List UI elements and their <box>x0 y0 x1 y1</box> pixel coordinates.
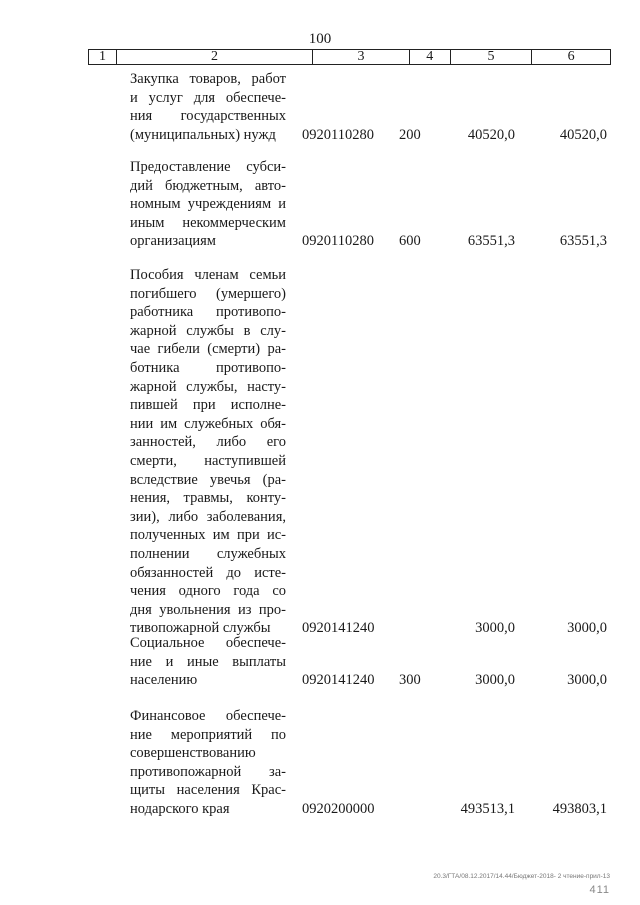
row-description-line: ние мероприятий по <box>130 726 286 743</box>
row-description-line: чае гибели (смерти) ра- <box>130 341 286 358</box>
header-col-4: 4 <box>410 50 451 64</box>
row-amount-1: 63551,3 <box>467 233 515 250</box>
row-description <box>130 707 286 819</box>
row-description-line: совершенствованию <box>130 745 256 762</box>
row-description-line: противопожарной за- <box>130 763 286 780</box>
row-amount-1: 493513,1 <box>460 801 515 817</box>
header-col-5: 5 <box>451 50 533 64</box>
row-description-line: обязанностей до исте- <box>130 564 286 581</box>
row-description-line: полнении служебных <box>130 545 286 562</box>
row-description-line: ботника противопо- <box>130 359 286 376</box>
row-description-line: дий бюджетным, авто- <box>130 177 286 194</box>
row-description-line: Социальное обеспече- <box>130 635 286 651</box>
row-amount-2: 3000,0 <box>567 672 607 689</box>
row-amount-1: 40520,0 <box>467 126 515 143</box>
row-amount-1: 3000,0 <box>475 620 515 637</box>
row-description-line: пившей при исполне- <box>130 397 286 414</box>
row-description-line: занностей, либо его <box>130 434 286 451</box>
row-description-line: жарной службы в слу- <box>130 322 286 339</box>
row-description-line: работника противопо- <box>130 304 286 321</box>
row-description-line: нодарского края <box>130 800 230 817</box>
row-description-line: населению <box>130 672 198 689</box>
row-description-line: зии), либо заболевания, <box>130 508 286 525</box>
header-col-6: 6 <box>567 49 575 64</box>
row-description-line: погибшего (умершего) <box>130 285 286 302</box>
row-description-line: смерти, наступившей <box>130 452 286 469</box>
row-amount-2: 3000,0 <box>567 620 607 637</box>
row-amount-2: 493803,1 <box>552 801 607 817</box>
row-description-line: Предоставление субси- <box>130 159 286 175</box>
row-type: 200 <box>399 126 421 143</box>
page-number: 100 <box>308 31 332 47</box>
row-amount-1: 3000,0 <box>475 672 515 689</box>
row-description <box>130 634 286 690</box>
row-description-line: вследствие увечья (ра- <box>130 471 286 488</box>
row-type: 600 <box>399 233 421 250</box>
row-description <box>130 70 286 144</box>
header-col-1: 1 <box>89 50 117 64</box>
table-header-row <box>88 49 611 65</box>
row-type: 300 <box>399 672 421 689</box>
row-description-line: нения, травмы, конту- <box>130 490 286 507</box>
row-description <box>130 266 286 638</box>
row-description-line: Финансовое обеспече- <box>130 708 286 724</box>
row-description-line: дня увольнения из про- <box>130 601 286 618</box>
row-description-line: щиты населения Крас- <box>130 782 286 799</box>
row-description-line: (муниципальных) нужд <box>130 126 276 143</box>
row-description-line: иным некоммерческим <box>130 214 286 231</box>
header-col-3: 3 <box>313 50 410 64</box>
row-amount-2: 63551,3 <box>559 233 607 250</box>
row-code: 0920110280 <box>302 126 374 143</box>
footer-document-code: 20.3/ГТА/08.12.2017/14.44/Бюджет-2018- 2 чтение-прил-13 <box>433 873 610 880</box>
row-description-line: нии им служебных обя- <box>130 415 286 432</box>
row-code: 0920200000 <box>302 801 375 817</box>
row-description-line: Закупка товаров, работ <box>130 71 286 87</box>
row-description-line: номным учреждениям и <box>130 196 286 213</box>
row-description-line: Пособия членам семьи <box>130 267 286 283</box>
header-col-2: 2 <box>117 50 313 64</box>
row-description-line: жарной службы, насту- <box>130 378 286 395</box>
row-code: 0920141240 <box>302 620 375 637</box>
row-description-line: тивопожарной службы <box>130 620 271 637</box>
row-description-line: и услуг для обеспече- <box>130 89 286 106</box>
row-description-line: чения одного года со <box>130 583 286 600</box>
row-code: 0920110280 <box>302 233 374 250</box>
row-description <box>130 158 286 251</box>
row-code: 0920141240 <box>302 672 375 689</box>
footer-page-number: 411 <box>589 884 610 896</box>
row-description-line: ние и иные выплаты <box>130 653 286 670</box>
row-description-line: полученных им при ис- <box>130 527 286 544</box>
row-amount-2: 40520,0 <box>559 126 607 143</box>
row-description-line: ния государственных <box>130 108 286 125</box>
row-description-line: организациям <box>130 233 216 250</box>
